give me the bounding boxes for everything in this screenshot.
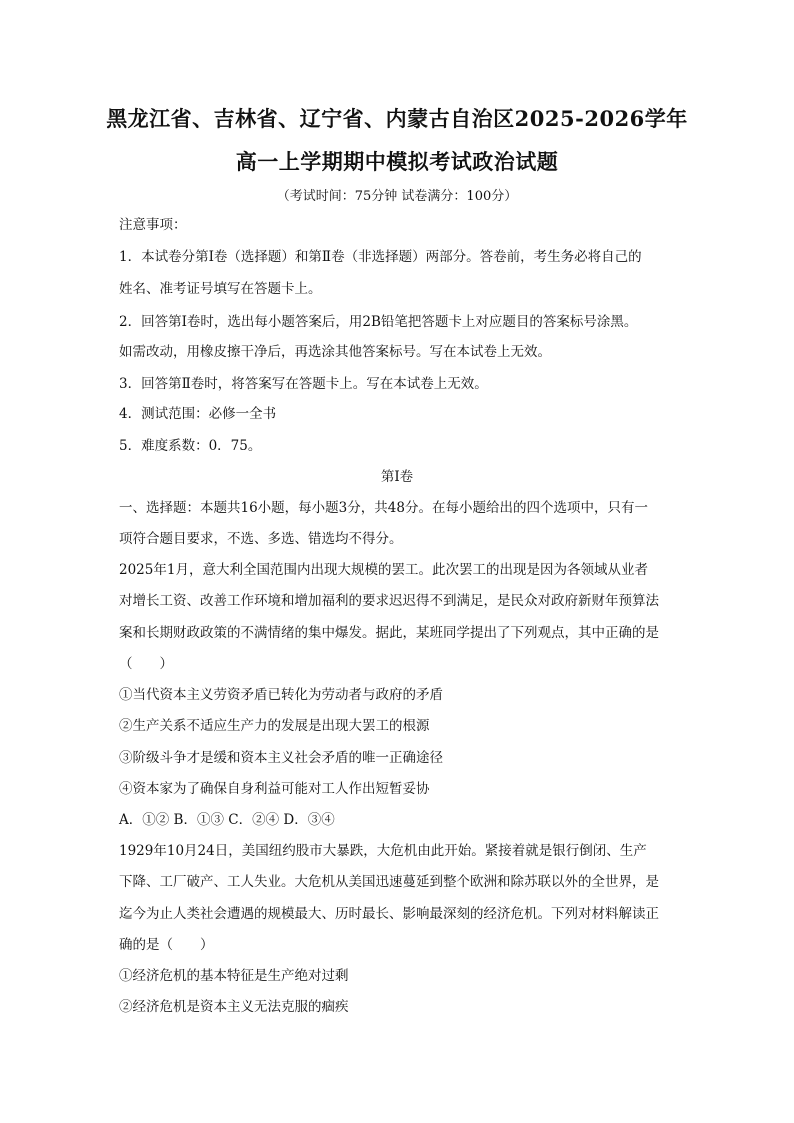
section-intro-line: 项符合题目要求，不选、多选、错选均不得分。 bbox=[119, 531, 403, 547]
q1-statement: ②生产关系不适应生产力的发展是出现大罢工的根源 bbox=[119, 718, 430, 734]
q1-statement: ④资本家为了确保自身利益可能对工人作出短暂妥协 bbox=[119, 781, 430, 797]
q1-statement: ①当代资本主义劳资矛盾已转化为劳动者与政府的矛盾 bbox=[119, 687, 443, 703]
q2-statement: ①经济危机的基本特征是生产绝对过剩 bbox=[119, 968, 349, 984]
q1-stem-line: 2025年1月，意大利全国范围内出现大规模的罢工。此次罢工的出现是因为各领域从业者 bbox=[119, 562, 648, 578]
note-line: 3．回答第Ⅱ卷时，将答案写在答题卡上。写在本试卷上无效。 bbox=[119, 376, 488, 392]
note-line: 2．回答第Ⅰ卷时，选出每小题答案后，用2B铅笔把答题卡上对应题目的答案标号涂黑。 bbox=[119, 314, 638, 330]
q2-stem-line: 下降、工厂破产、工人失业。大危机从美国迅速蔓延到整个欧洲和除苏联以外的全世界，是 bbox=[119, 874, 659, 890]
exam-subtitle: （考试时间：75分钟 试卷满分：100分） bbox=[276, 189, 518, 204]
note-line: 4．测试范围：必修一全书 bbox=[119, 406, 277, 422]
notes-heading: 注意事项： bbox=[119, 217, 187, 233]
note-line: 5．难度系数：0．75。 bbox=[119, 438, 262, 454]
note-line: 1．本试卷分第Ⅰ卷（选择题）和第Ⅱ卷（非选择题）两部分。答卷前，考生务必将自己的 bbox=[119, 249, 642, 265]
q1-statement: ③阶级斗争才是缓和资本主义社会矛盾的唯一正确途径 bbox=[119, 750, 443, 766]
q1-options: A．①② B．①③ C．②④ D．③④ bbox=[119, 812, 335, 828]
q1-stem-line: （ ） bbox=[119, 656, 173, 672]
q2-stem-line: 迄今为止人类社会遭遇的规模最大、历时最长、影响最深刻的经济危机。下列对材料解读正 bbox=[119, 906, 659, 922]
section-intro-line: 一、选择题：本题共16小题，每小题3分，共48分。在每小题给出的四个选项中，只有一 bbox=[119, 500, 648, 516]
section-title: 第Ⅰ卷 bbox=[380, 469, 414, 485]
exam-title-line1: 黑龙江省、吉林省、辽宁省、内蒙古自治区2025-2026学年 bbox=[106, 106, 688, 131]
q2-stem-line: 确的是（ ） bbox=[119, 937, 214, 953]
q1-stem-line: 案和长期财政政策的不满情绪的集中爆发。据此，某班同学提出了下列观点，其中正确的是 bbox=[119, 625, 659, 641]
note-line: 如需改动，用橡皮擦干净后，再选涂其他答案标号。写在本试卷上无效。 bbox=[119, 344, 551, 360]
exam-title-line2: 高一上学期期中模拟考试政治试题 bbox=[235, 149, 559, 174]
q1-stem-line: 对增长工资、改善工作环境和增加福利的要求迟迟得不到满足，是民众对政府新财年预算法 bbox=[119, 593, 659, 609]
note-line: 姓名、准考证号填写在答题卡上。 bbox=[119, 281, 322, 297]
q2-stem-line: 1929年10月24日，美国纽约股市大暴跌，大危机由此开始。紧接着就是银行倒闭、生产 bbox=[119, 843, 647, 859]
q2-statement: ②经济危机是资本主义无法克服的痼疾 bbox=[119, 999, 349, 1015]
